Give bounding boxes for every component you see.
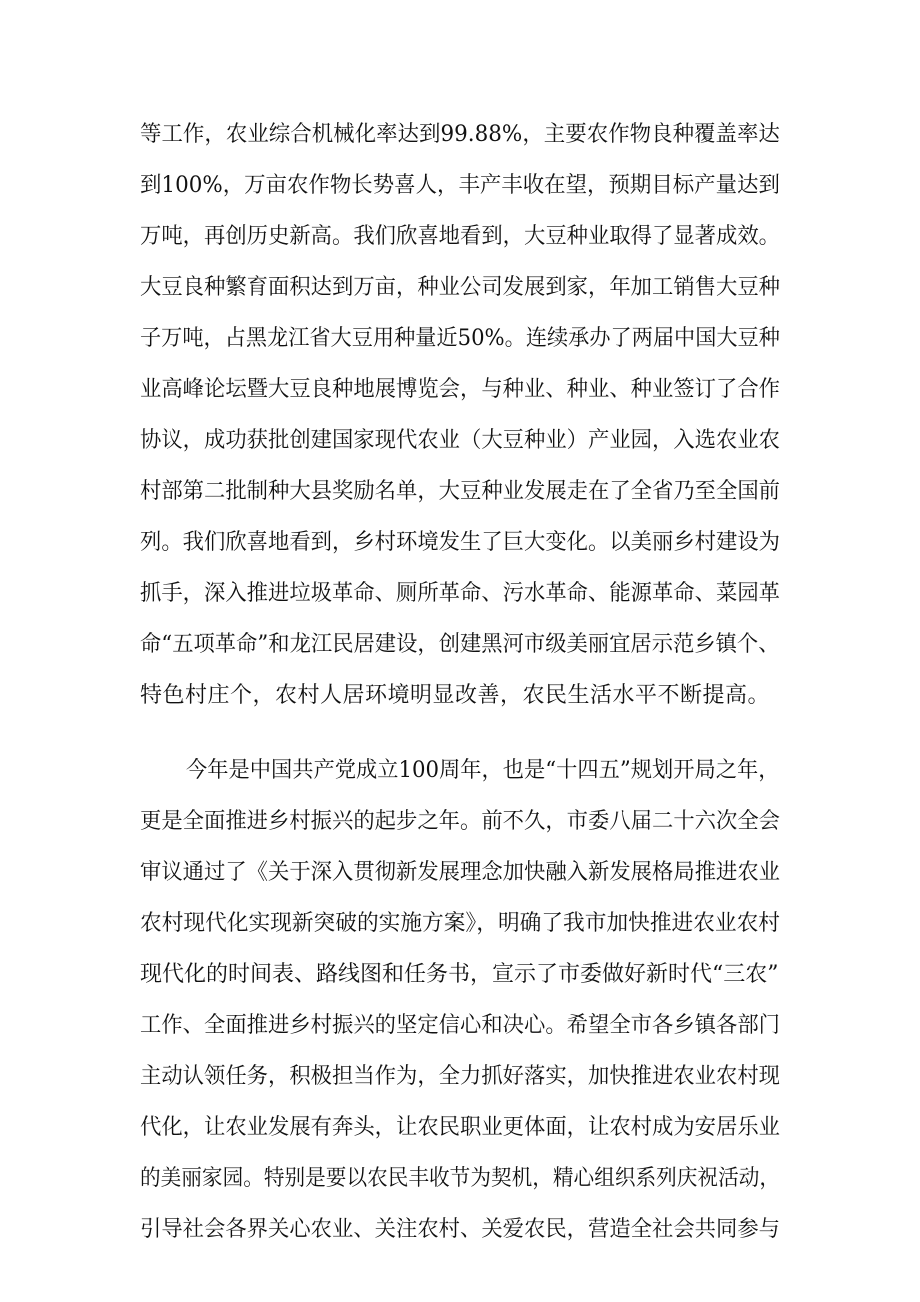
text-line: 抓手，深入推进垃圾革命、厕所革命、污水革命、能源革命、菜园革 [140, 581, 781, 606]
text-line: 更是全面推进乡村振兴的起步之年。前不久，市委八届二十六次全会 [140, 809, 781, 834]
text-line: 村部第二批制种大县奖励名单，大豆种业发展走在了全省乃至全国前 [140, 479, 781, 504]
text-line: 等工作，农业综合机械化率达到99.88%，主要农作物良种覆盖率达 [140, 122, 780, 147]
text-line: 业高峰论坛暨大豆良种地展博览会，与种业、种业、种业签订了合作 [140, 377, 781, 402]
text-line: 农村现代化实现新突破的实施方案》，明确了我市加快推进农业农村 [140, 911, 781, 936]
text-line: 大豆良种繁育面积达到万亩，种业公司发展到家，年加工销售大豆种 [140, 275, 781, 300]
text-line: 工作、全面推进乡村振兴的坚定信心和决心。希望全市各乡镇各部门 [140, 1013, 781, 1038]
text-line: 今年是中国共产党成立100周年，也是“十四五”规划开局之年， [186, 758, 780, 783]
text-line: 现代化的时间表、路线图和任务书，宣示了市委做好新时代“三农” [140, 962, 779, 987]
text-line: 子万吨，占黑龙江省大豆用种量近50%。连续承办了两届中国大豆种 [140, 326, 780, 351]
text-line: 到100%，万亩农作物长势喜人，丰产丰收在望，预期目标产量达到 [140, 173, 780, 198]
text-line: 特色村庄个，农村人居环境明显改善，农民生活水平不断提高。 [140, 683, 771, 708]
text-line: 的美丽家园。特别是要以农民丰收节为契机，精心组织系列庆祝活动， [140, 1166, 781, 1191]
text-line: 命“五项革命”和龙江民居建设，创建黑河市级美丽宜居示范乡镇个、 [140, 632, 780, 657]
text-line: 主动认领任务，积极担当作为，全力抓好落实，加快推进农业农村现 [140, 1064, 781, 1089]
text-line: 协议，成功获批创建国家现代农业（大豆种业）产业园，入选农业农 [140, 428, 781, 453]
text-line: 引导社会各界关心农业、关注农村、关爱农民，营造全社会共同参与 [140, 1217, 781, 1242]
text-line: 万吨，再创历史新高。我们欣喜地看到，大豆种业取得了显著成效。 [140, 224, 781, 249]
text-line: 代化，让农业发展有奔头，让农民职业更体面，让农村成为安居乐业 [140, 1115, 781, 1140]
text-line: 列。我们欣喜地看到，乡村环境发生了巨大变化。以美丽乡村建设为 [140, 530, 781, 555]
text-line: 审议通过了《关于深入贯彻新发展理念加快融入新发展格局推进农业 [140, 860, 781, 885]
